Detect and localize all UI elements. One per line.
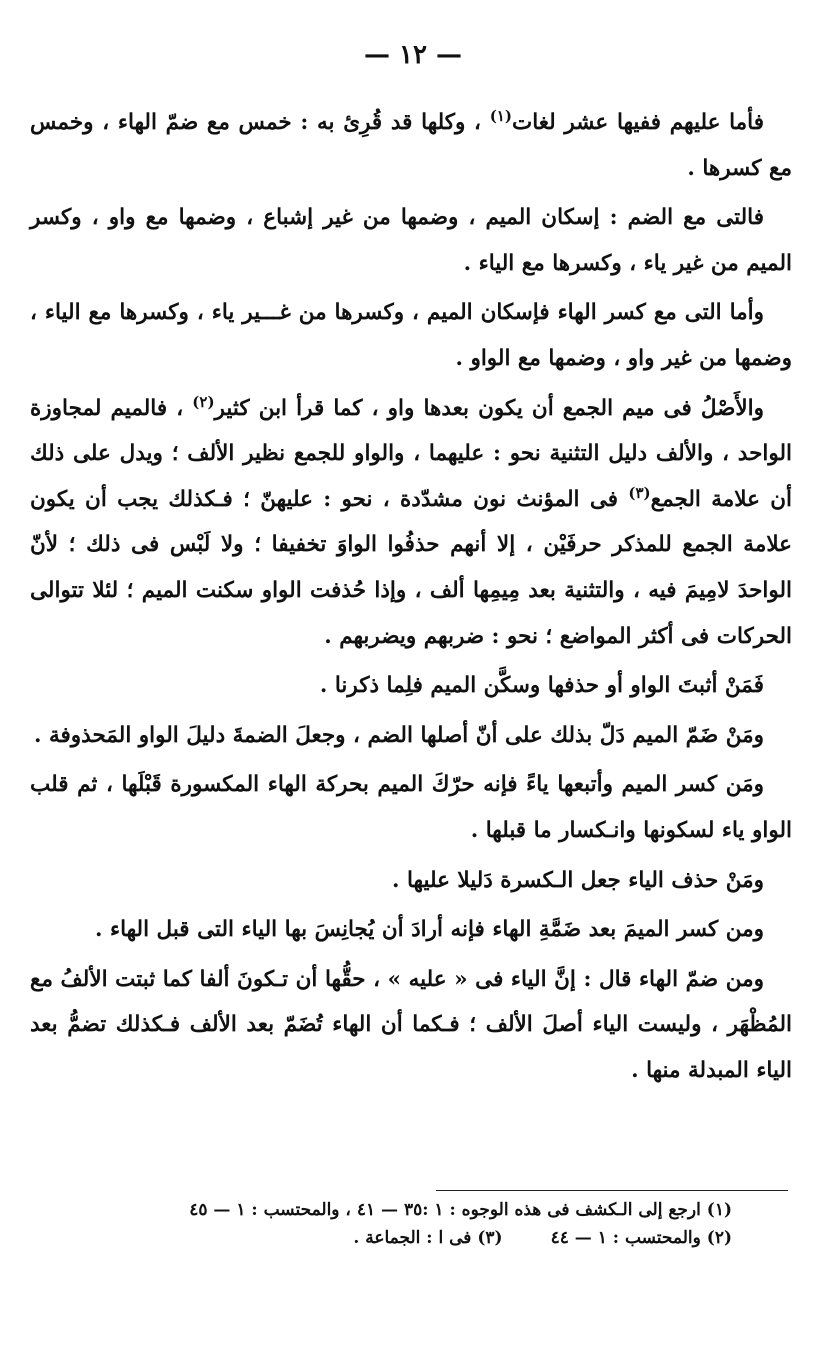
paragraph-2: فالتى مع الضم : إسكان الميم ، وضمها من غير إشباع ، وضمها مع واو ، وكسر الميم من غير ياء ، وكسرها مع الياء .	[30, 205, 792, 276]
paragraph-9: ومن كسر الميمَ بعد ضَمَّةِ الهاء فإنه أرادَ أن يُجانِسَ بها الياء التى قبل الهاء .	[94, 917, 764, 943]
paragraph-1-text: فأما عليهم ففيها عشر لغات	[511, 110, 764, 135]
footnotes	[120, 1196, 732, 1252]
paragraph-4	[30, 386, 792, 660]
paragraph-1-text-cont: ، وكلها قد قُرِئ به : خمس مع ضمّ الهاء ، وخمس مع كسرها .	[30, 110, 792, 181]
footnote-marker-3: (٣)	[628, 483, 651, 502]
footnote-3: (٣) فى ا : الجماعة .	[353, 1228, 503, 1248]
footnote-divider	[436, 1190, 788, 1191]
footnote-marker-2: (٢)	[192, 392, 215, 411]
paragraph-8: ومَنْ حذف الياء جعل الـكسرة دَليلا عليها .	[392, 867, 764, 893]
paragraph-7: ومَن كسر الميم وأتبعها ياءً فإنه حرّكَ الميم بحركة الهاء المكسورة قَبْلَها ، ثم قلب الواو ياء لسكونها وانـكسار ما قبلها .	[30, 772, 792, 843]
paragraph-3: وأما التى مع كسر الهاء فإسكان الميم ، وكسرها من غـــير ياء ، وكسرها مع الياء ، وضمها من غير واو ، وضمها مع الواو .	[30, 300, 792, 371]
footnote-2: (٢) والمحتسب : ١ — ٤٤	[550, 1228, 732, 1248]
paragraph-1	[30, 100, 792, 191]
paragraph-10: ومن ضمّ الهاء قال : إنَّ الياء فى « عليه » ، حقُّها أن تـكونَ ألفا كما ثبتت الألفُ مع المُظْهَر ، وليست الياء أصلَ الألف ؛ فـكما أن الهاء تُضَمّ بعد الألف فـكذلك تضمُّ بعد الياء المبدلة منها .	[30, 966, 792, 1083]
footnote-marker-1: (١)	[489, 106, 512, 125]
paragraph-5: فَمَنْ أثبتَ الواو أو حذفها وسكَّن الميم فلِما ذكرنا .	[319, 673, 764, 699]
body-text	[30, 100, 792, 1093]
paragraph-4-text-cont: فى المؤنث نون مشدّدة ، نحو : عليهنّ ؛ فـكذلك يجب أن يكون علامة الجمع للمذكر حرفَيْن ، إلا أنهم حذفُوا الواوَ تخفيفا ؛ ولا لَبْس فى ذلك ؛ لأنّ الواحدَ لامِيمَ فيه ، والتثنية بعد مِيمِها ألف ، وإذا حُذفت الواو سكنت الميم ؛ لئلا تتوالى الحركات فى أكثر المواضع ؛ نحو : ضربهم ويضربهم .	[30, 486, 792, 649]
paragraph-4-text: والأَصْلُ فى ميم الجمع أن يكون بعدها واو ، كما قرأ ابن كثير	[214, 395, 764, 421]
paragraph-6: ومَنْ ضَمّ الميم دَلّ بذلك على أنّ أصلها الضم ، وجعلَ الضمةَ دليلَ الواو المَحذوفة .	[34, 722, 764, 748]
footnote-2-3	[120, 1224, 732, 1252]
paragraph-4-text-middle: ، فالميم لمجاوزة الواحد ، والألف دليل التثنية نحو : عليهما ، والواو للجمع نظير الألف ؛ ويدل على ذلك أن علامة الجمع	[30, 395, 792, 512]
footnote-1: (١) ارجع إلى الـكشف فى هذه الوجوه : ١ :٣٥ — ٤١ ، والمحتسب : ١ — ٤٥	[189, 1200, 732, 1220]
page-number: — ١٢ —	[363, 40, 463, 70]
